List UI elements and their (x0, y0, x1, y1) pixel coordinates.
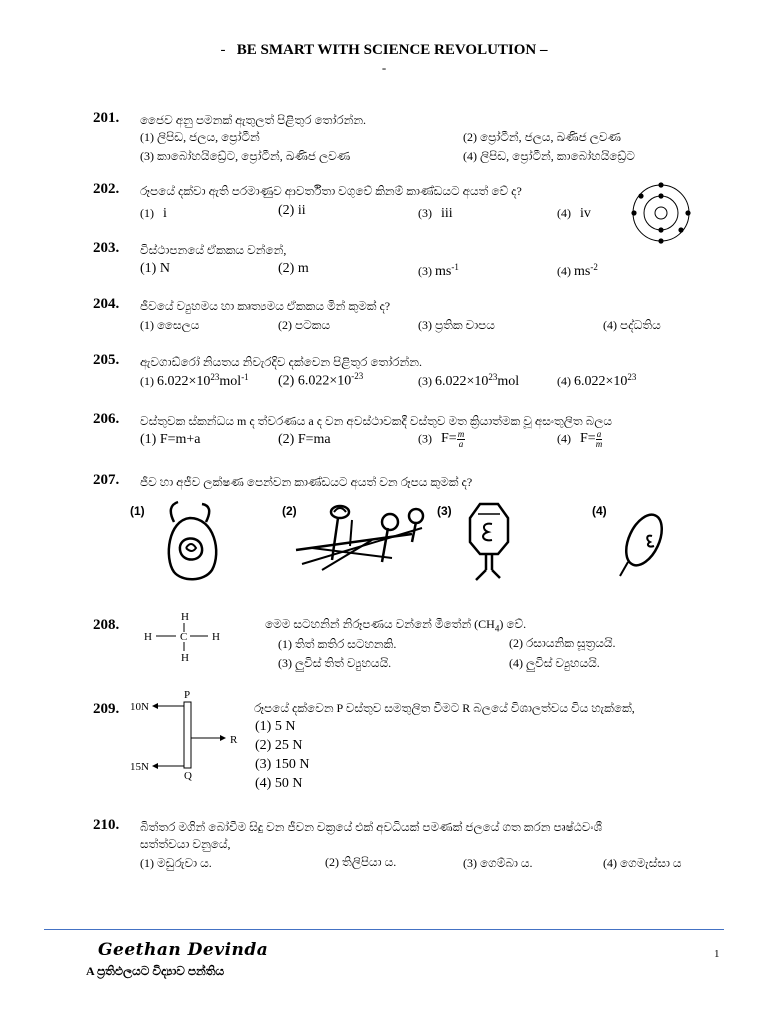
option: (3) කාබෝහයිඩ්‍රේට, ප්‍රෝටීන්, ඛණිජ ලවණ (140, 149, 351, 163)
atom-label: H (181, 652, 189, 664)
option: (4) $ms^{-2}$ (557, 262, 598, 279)
question-text: ජීවයේ ව්‍යුහමය හා කෘත්‍යමය ඒකකය මින් කුමක් ද? (140, 299, 391, 313)
question-text: වස්තුවක ස්කන්ධය m ද ත්වරණය a ද වන අවස්ථාවකදී වස්තුව මත ක්‍රියාත්මක වූ අසංතුලිත බලය (140, 414, 612, 428)
question-number: 209. (93, 701, 120, 717)
option: (2) තිලිපියා ය. (325, 855, 397, 869)
option: (1) 5 N (255, 719, 296, 734)
atom-label: C (180, 631, 188, 643)
question-text-continued: සත්ත්වයා වනුයේ, (140, 837, 231, 851)
option: (4) 50 N (255, 776, 303, 791)
option: (1) F=m+a (140, 432, 201, 447)
question-text: මෙම සටහනින් නිරූපණය වන්නේ මීතේන් $(CH_4)$ වේ. (265, 617, 527, 634)
drawing-3 (454, 498, 524, 584)
question-number: 202. (93, 181, 120, 197)
option: (1) තිත් කතිර සටහනකි. (278, 637, 397, 651)
footer-divider (44, 929, 724, 930)
option: (2) 25 N (255, 738, 303, 753)
force-label-15n: 15N (130, 761, 149, 773)
option: (3) iii (418, 206, 453, 221)
page-number: 1 (714, 948, 720, 960)
question-text: රූපයේ දක්වෙන P වස්තුව සමතුලිත වීමට R බලයේ විශාලත්වය විය හැක්කේ, (254, 701, 635, 715)
label-q: Q (184, 770, 192, 782)
option: (2) m (278, 261, 309, 276)
option: (3) 150 N (255, 757, 310, 772)
option: (4) ලුවිස් ව්‍යුහයයි. (509, 656, 600, 670)
option-label: (2) (282, 504, 297, 518)
header-dash-below: - (381, 60, 387, 75)
label-r: R (230, 734, 238, 746)
option: (4) පද්ධතිය (603, 318, 661, 332)
question-text: බිත්තර මගින් බෝවීම සිදු වන ජීවන චක්‍රයේ එක් අවධියක් පමණක් ජලයේ ගත කරන පෘෂ්ඨවංශී (140, 820, 603, 834)
option: (2) $6.022\times 10^{-23}$ (278, 371, 364, 389)
option: (4) ලිපිඩ, ප්‍රෝටීන්, කාබෝහයිඩ්‍රේට (463, 149, 635, 163)
option: (4) $6.022\times 10^{23}$ (557, 372, 637, 389)
option: (1) ලිපිඩ, ජලය, ප්‍රෝටීන් (140, 130, 260, 144)
option: (4) iv (557, 206, 591, 221)
question-text: ජීව හා අජීව ලක්ෂණ පෙන්වන කාණ්ඩයට අයත් වන රූපය කුමක් ද? (140, 475, 473, 489)
option: (1) $6.022\times 10^{23}mol^{-1}$ (140, 372, 249, 389)
question-number: 207. (93, 472, 120, 488)
option: (1) මඩුරුවා ය. (140, 856, 212, 870)
question-number: 208. (93, 617, 120, 633)
option: (3) $6.022\times 10^{23}mol$ (418, 372, 520, 389)
option: (2) F=ma (278, 432, 331, 447)
question-text: ඇවගාඩ්රෝ නියතය නිවැරදිව දක්වෙන පිළිතුර තෝරන්න. (140, 355, 422, 369)
option: (3) $ms^{-1}$ (418, 262, 459, 279)
question-number: 201. (93, 110, 120, 126)
option: (2) ප්‍රෝටීන්, ජලය, ඛණිජ ලවණ (463, 130, 621, 144)
drawing-4 (612, 506, 672, 580)
force-label-10n: 10N (130, 701, 149, 713)
question-number: 206. (93, 411, 120, 427)
question-number: 204. (93, 296, 120, 312)
option: (3) ප්‍රතික චාපය (418, 318, 495, 332)
atom-label: H (212, 631, 220, 643)
question-text: විස්ථාපනයේ ඒකකය වන්නේ, (140, 243, 287, 257)
question-number: 205. (93, 352, 120, 368)
option: (2) රසායනික සූත්‍රයයි. (509, 636, 616, 650)
methane-structure (140, 610, 250, 670)
footer-subtitle: A ප්‍රතිඵලයට විද්‍යාව පන්තිය (86, 964, 225, 978)
question-text: රූපයේ දක්වා ඇති පරමාණුව ආවර්තිතා වගුවේ කිනම් කාණ්ඩයට අයත් වේ ද? (140, 184, 522, 198)
atom-label: H (181, 611, 189, 623)
question-number: 210. (93, 817, 120, 833)
option: (2) පටකය (278, 318, 331, 332)
option: (4) ගෙමැස්සා ය (603, 856, 682, 870)
option-label: (1) (130, 504, 145, 518)
option: (1) N (140, 261, 170, 276)
header-dash: - (220, 42, 226, 58)
force-diagram (126, 686, 246, 782)
atom-label: H (144, 631, 152, 643)
option: (3) ලුවිස් තිත් ව්‍යුහයයි. (278, 656, 392, 670)
option: (1) i (140, 206, 167, 221)
page-header (0, 42, 768, 59)
drawing-2 (292, 500, 432, 580)
label-p: P (184, 689, 191, 701)
question-text: ජෛව අනු පමනක් ඇතුලත් පිළිතුර තෝරන්න. (140, 113, 367, 127)
header-title: BE SMART WITH SCIENCE REVOLUTION – (236, 42, 548, 58)
atom-diagram (630, 182, 696, 244)
option: (3) ගෙම්බා ය. (463, 856, 533, 870)
option: (4) F= $\frac{a}{m}$ (557, 429, 603, 449)
option: (3) F= $\frac{m}{a}$ (418, 429, 465, 449)
author-name: Geethan Devinda (98, 940, 269, 960)
option-label: (4) (592, 504, 607, 518)
drawing-1 (160, 498, 230, 586)
option: (2) ii (278, 203, 306, 218)
option-label: (3) (437, 504, 452, 518)
option: (1) සෛලය (140, 318, 200, 332)
question-number: 203. (93, 240, 120, 256)
